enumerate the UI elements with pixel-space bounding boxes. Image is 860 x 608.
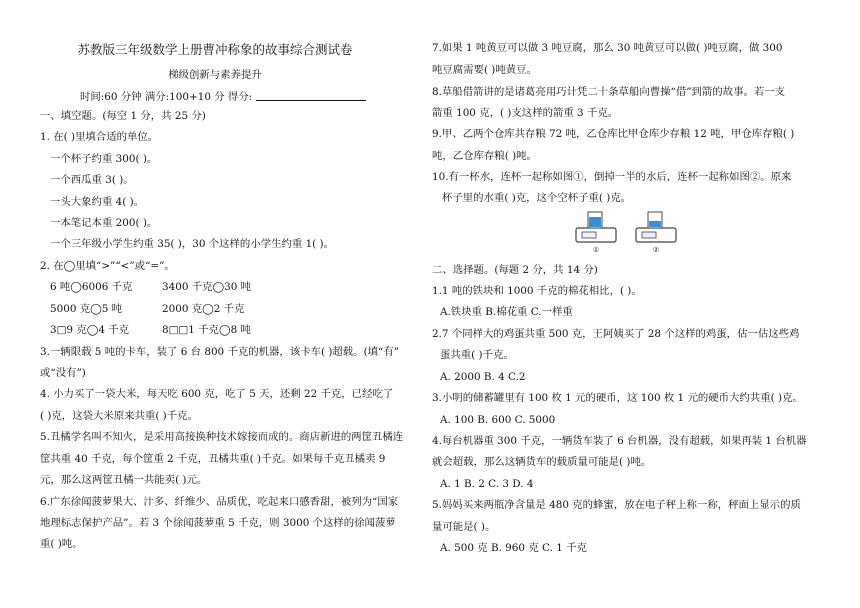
mc-options: A.铁块重 B.棉花重 C.一样重 [440, 306, 573, 318]
question-3-cont: 或“没有”) [40, 367, 86, 379]
page-title: 苏教版三年级数学上册曹冲称象的故事综合测试卷 [77, 42, 353, 57]
mc-question-5: 5.妈妈买来两瓶净含量是 480 克的蜂蜜，放在电子秤上称一称，秤面上显示的质 [432, 499, 801, 511]
question-6-cont: 地理标志保护产品”。若 3 个徐闻菠萝重 5 千克，则 3000 个这样的徐闻菠萝 [40, 517, 396, 529]
question-7-cont: 吨豆腐需要( )吨黄豆。 [432, 64, 537, 76]
question-1-item: 一个西瓜重 3( )。 [50, 174, 134, 186]
question-7: 7.如果 1 吨黄豆可以做 3 吨豆腐，那么 30 吨黄豆可以做( )吨豆腐，做 300 [432, 42, 783, 54]
question-1-item: 一头大象约重 4( )。 [50, 196, 145, 208]
scale-1-illustration [576, 212, 616, 254]
section-1-heading: 一、填空题。(每空 1 分，共 25 分) [40, 110, 206, 122]
mc-question-2-cont: 蛋共重( )千克。 [440, 349, 514, 361]
mc-options: A. 1 B. 2 C. 3 D. 4 [440, 478, 534, 490]
mc-options: A. 100 B. 600 C. 5000 [440, 414, 556, 426]
question-4: 4. 小力买了一袋大米，每天吃 600 克，吃了 5 天，还剩 22 千克，已经吃了 [40, 388, 394, 400]
question-8-cont: 箭重 100 克，( )支这样的箭重 3 千克。 [432, 107, 619, 119]
question-5: 5.丑橘学名叫不知火，是采用高接换种技术嫁接而成的。商店新进的两筐丑橘连 [40, 431, 404, 443]
question-10-cont: 杯子里的水重( )克，这个空杯子重( )克。 [442, 192, 632, 204]
question-8: 8.草船借箭讲的是诸葛亮用巧计凭二十条草船向曹操“借”到箭的故事。若一支 [432, 86, 786, 98]
scale-2-illustration [636, 212, 676, 254]
question-1-item: 一个杯子约重 300( )。 [50, 153, 158, 165]
exam-meta [80, 88, 366, 103]
mc-options: A. 2000 B. 4 C.2 [440, 371, 526, 383]
figure-label-1: ① [592, 246, 600, 254]
question-1: 1. 在( )里填合适的单位。 [40, 131, 159, 143]
comparison-item: 2000 克◯2 千克 [162, 303, 245, 315]
question-3: 3.一辆限载 5 吨的卡车，装了 6 台 800 千克的机器，该卡车( )超载。(填“有” [40, 346, 400, 358]
page-subtitle: 梯级创新与素养提升 [168, 69, 262, 81]
mc-question-5-cont: 量可能是( )。 [432, 521, 496, 533]
score-blank-line [256, 89, 366, 101]
question-2: 2. 在◯里填“>”“<”或“=”。 [40, 260, 175, 272]
question-4-cont: ( )克，这袋大米原来共重( )千克。 [40, 410, 198, 422]
question-1-item: 一本笔记本重 200( )。 [50, 217, 158, 229]
question-5-cont: 元，那么这两筐丑橘一共能卖( )元。 [40, 474, 208, 486]
mc-question-1: 1.1 吨的铁块和 1000 千克的棉花相比，( )。 [432, 285, 642, 297]
mc-question-3: 3.小明的储蓄罐里有 100 枚 1 元的硬币，这 100 枚 1 元的硬币大约共重( )克。 [432, 392, 803, 404]
question-5-cont: 筐共重 40 千克，每个筐重 2 千克，丑橘共重( )千克。如果每千克丑橘卖 9 [40, 453, 386, 465]
question-6: 6.广东徐闻菠萝果大、汁多、纤维少、品质优，吃起来口感香甜，被列为“国家 [40, 496, 399, 508]
comparison-item: 3400 千克◯30 吨 [162, 281, 252, 293]
section-2-heading: 二、选择题。(每题 2 分，共 14 分) [432, 264, 598, 276]
exam-meta-text: 时间:60 分钟 满分:100+10 分 得分: [80, 91, 253, 103]
scale-figure [572, 208, 682, 254]
comparison-item: 5000 克◯5 吨 [50, 303, 123, 315]
comparison-item: 8□□1 千克◯8 吨 [162, 324, 251, 336]
question-10: 10.有一杯水，连杯一起称如图①，倒掉一半的水后，连杯一起称如图②。原来 [432, 171, 792, 183]
question-9: 9.甲、乙两个仓库共存粮 72 吨，乙仓库比甲仓库少存粮 12 吨，甲仓库存粮( ) [432, 128, 795, 140]
question-6-cont: 重( )吨。 [40, 538, 83, 550]
mc-question-4-cont: 就会超载，那么这辆货车的载质量可能是( )吨。 [432, 456, 652, 468]
mc-question-2: 2.7 个同样大的鸡蛋共重 500 克，王阿姨买了 28 个这样的鸡蛋，估一估这些鸡 [432, 328, 800, 340]
figure-label-2: ② [652, 246, 660, 254]
question-9-cont: 吨，乙仓库存粮( )吨。 [432, 150, 537, 162]
comparison-item: 6 吨◯6006 千克 [50, 281, 133, 293]
comparison-item: 3□9 克◯4 千克 [50, 324, 130, 336]
mc-question-4: 4.每台机器重 300 千克，一辆货车装了 6 台机器，没有超载，如果再装 1 台机器 [432, 435, 807, 447]
question-1-item: 一个三年级小学生约重 35( )，30 个这样的小学生约重 1( )。 [50, 238, 334, 250]
mc-options: A. 500 克 B. 960 克 C. 1 千克 [440, 542, 587, 554]
